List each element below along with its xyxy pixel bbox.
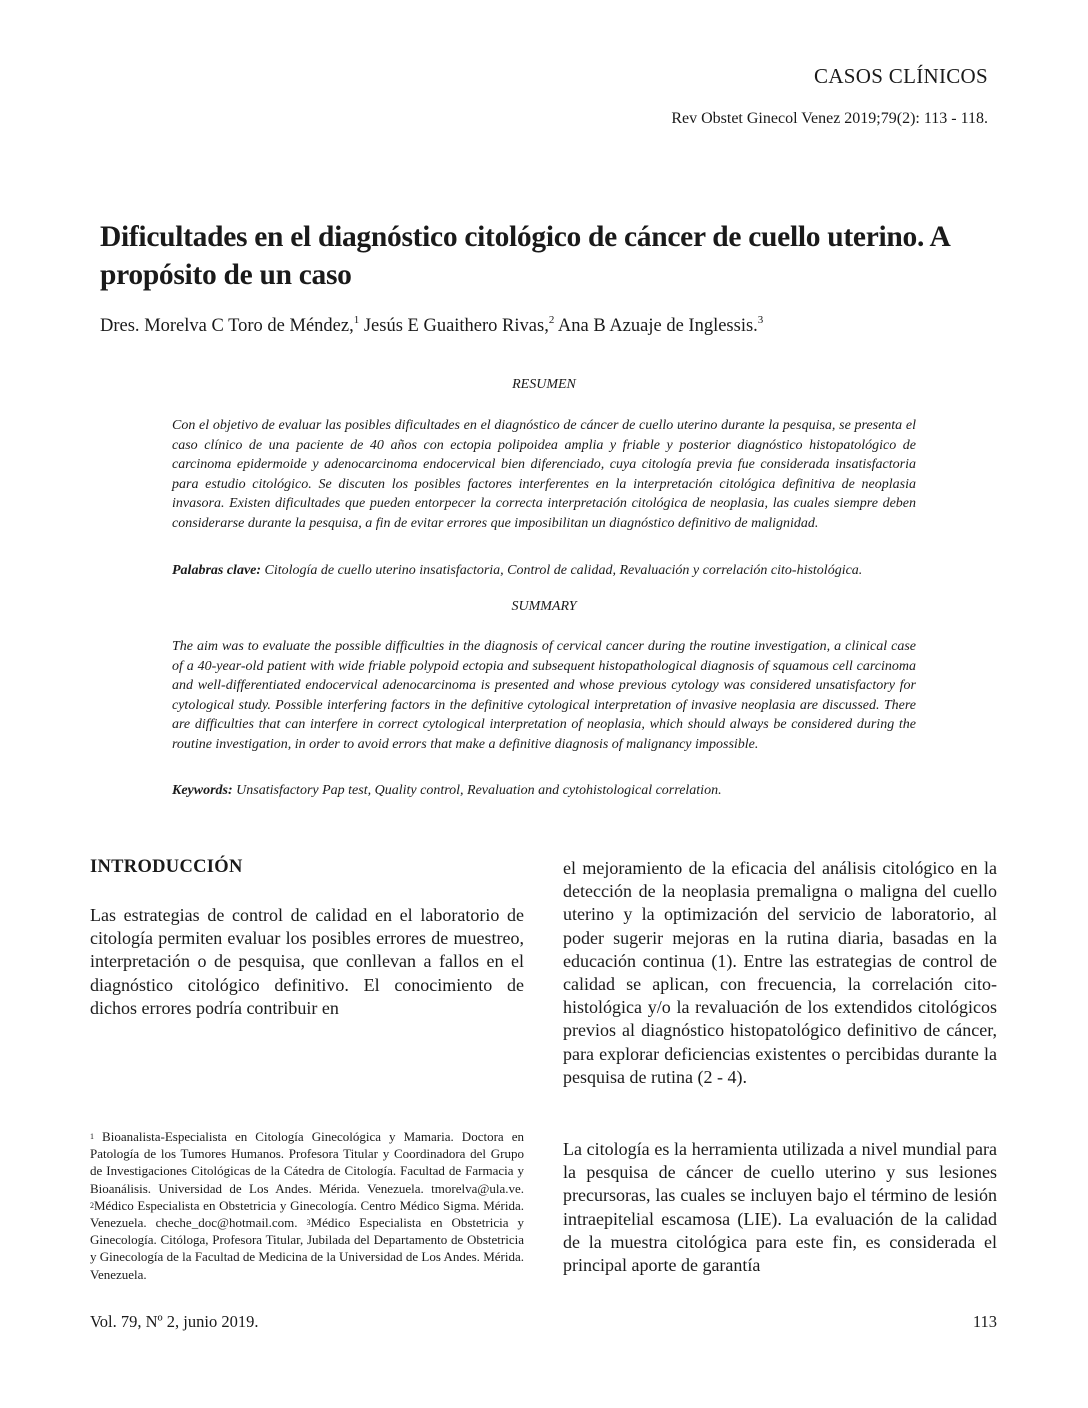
footnote-mark: 2 (90, 1200, 94, 1210)
footnote-text: Bioanalista-Especialista en Citología Ginecológica y Mamaria. Doctora en Patología de los Tumores Humanos. Profesora Titular y Coordinadora del Grupo de Investigaciones Citológicas de la Cátedra de Citología. Facultad de Farmacia y Bioanálisis. Universidad de Los Andes. Mérida. Venezuela. tmorelva@ula.ve. (90, 1129, 524, 1196)
article-title: Dificultades en el diagnóstico citológico de cáncer de cuello uterino. A propósito de un caso (100, 221, 949, 291)
resumen-text: Con el objetivo de evaluar las posibles dificultades en el diagnóstico de cáncer de cuello uterino durante la pesquisa, se presenta el caso clínico de una paciente de 40 años con ectopia polipoidea amplia y friable y posterior diagnóstico histopatológico de carcinoma epidermoide y adenocarcinoma endocervical bien diferenciado, cuya citología previa fue considerada insatisfactoria para estudio citológico. Se discuten los posibles factores interferentes en la interpretación citológica definitiva de neoplasia invasora. Existen dificultades que pueden entorpecer la correcta interpretación citológica de neoplasia, las cuales siempre deben considerarse durante la pesquisa, a fin de evitar errores que imposibilitan un diagnóstico definitivo de malignidad. (172, 418, 916, 531)
introduccion-heading: INTRODUCCIÓN (90, 857, 243, 877)
author-prefix: Dres. (100, 316, 145, 336)
keywords-text: Unsatisfactory Pap test, Quality control, Revaluation and cytohistological correlation. (232, 783, 722, 798)
journal-reference: Rev Obstet Ginecol Venez 2019;79(2): 113 - 118. (671, 110, 988, 127)
author-affiliation-mark: 1 (353, 314, 360, 326)
section-label: CASOS CLÍNICOS (814, 64, 988, 88)
palabras-clave-label: Palabras clave: (172, 563, 262, 578)
author-affiliation-mark: 3 (757, 314, 764, 326)
author-list (100, 316, 1000, 337)
author-affiliation-mark: 2 (548, 314, 555, 326)
author-name: Morelva C Toro de Méndez, (144, 316, 354, 336)
footnotes (90, 1128, 524, 1283)
summary-heading: SUMMARY (511, 599, 577, 614)
footnote-text: Médico Especialista en Obstetricia y Ginecología. Centro Médico Sigma. Mérida. Venezuela. cheche_doc@hotmail.com. (90, 1197, 524, 1231)
summary-text: The aim was to evaluate the possible difficulties in the diagnosis of cervical cancer during the routine investigation, a clinical case of a 40-year-old patient with wide friable polypoid ectopia and subsequent histopathological diagnosis of squamous cell carcinoma and well-differentiated endocervical adenocarcinoma is presented and whose previous cytology was considered unsatisfactory for cytological study. Possible interfering factors in the definitive cytological interpretation of invasive neoplasia are discussed. There are difficulties that can interfere in correct cytological interpretation of neoplasia, which should always be considered during the routine investigation, in order to avoid errors that make a definitive diagnosis of malignancy impossible. (172, 639, 916, 752)
author-name: Ana B Azuaje de Inglessis. (554, 316, 758, 336)
footnote-mark: 1 (90, 1132, 94, 1141)
page-number: 113 (972, 1312, 997, 1331)
keywords (172, 781, 916, 801)
body-paragraph: el mejoramiento de la eficacia del análisis citológico en la detección de la neoplasia premaligna o maligna del cuello uterino y la optimización del servicio de laboratorio, al poder sugerir mejoras en la rutina diaria, basadas en la educación continua (1). Entre las estrategias de control de calidad se aplican, con frecuencia, la correlación cito-histológica y/o la revaluación de los extendidos citológicos previos al diagnóstico histopatológico definitivo de cáncer, para explorar deficiencias existentes o percibidas durante la pesquisa de rutina (2 - 4). (563, 858, 997, 1087)
footnote-text: Médico Especialista en Obstetricia y Ginecología. Citóloga, Profesora Titular, Jubilada del Departamento de Obstetricia y Ginecología de la Facultad de Medicina de la Universidad de Los Andes. Mérida. Venezuela. (90, 1215, 524, 1282)
palabras-clave (172, 561, 916, 581)
resumen-heading: RESUMEN (512, 377, 576, 392)
keywords-label: Keywords: (172, 783, 233, 798)
palabras-clave-text: Citología de cuello uterino insatisfactoria, Control de calidad, Revaluación y correlación cito-histológica. (261, 563, 863, 578)
footnote-mark: 3 (306, 1218, 311, 1228)
author-name: Jesús E Guaithero Rivas, (359, 316, 549, 336)
body-paragraph: Las estrategias de control de calidad en el laboratorio de citología permiten evaluar los posibles errores de muestreo, interpretación o de pesquisa, que conllevan a fallos en el diagnóstico citológico definitivo. El conocimiento de dichos errores podría contribuir en (90, 905, 524, 1018)
body-paragraph: La citología es la herramienta utilizada a nivel mundial para la pesquisa de cáncer de cuello uterino y sus lesiones precursoras, las cuales se incluyen bajo el término de lesión intraepitelial escamosa (LIE). La evaluación de la calidad de la muestra citológica para este fin, es considerada el principal aporte de garantía (563, 1139, 997, 1276)
issue-info: Vol. 79, Nº 2, junio 2019. (90, 1312, 259, 1331)
